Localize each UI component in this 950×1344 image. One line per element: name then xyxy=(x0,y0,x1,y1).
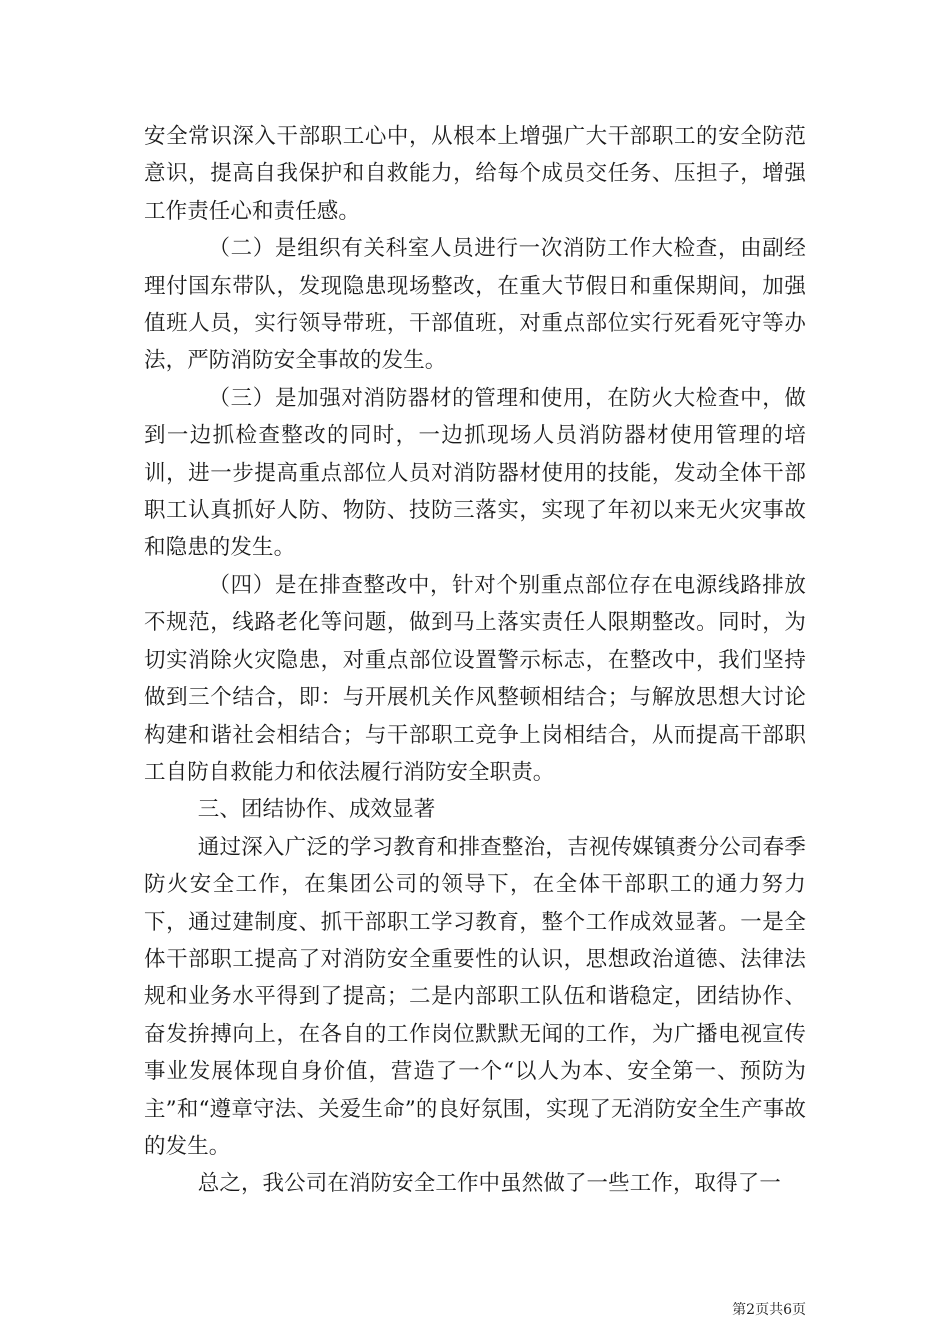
paragraph-item-3: （三）是加强对消防器材的管理和使用，在防火大检查中，做到一边抓检查整改的同时，一边抓现场人员消防器材使用管理的培训，进一步提高重点部位人员对消防器材使用的技能，发动全体干部职工认真抓好人防、物防、技防三落实，实现了年初以来无火灾事故和隐患的发生。 xyxy=(144,385,806,561)
paragraph-item-2: （二）是组织有关科室人员进行一次消防工作大检查，由副经理付国东带队，发现隐患现场整改，在重大节假日和重保期间，加强值班人员，实行领导带班，干部值班，对重点部位实行死看死守等办法，严防消防安全事故的发生。 xyxy=(144,236,806,374)
paragraph-results: 通过深入广泛的学习教育和排查整治，吉视传媒镇赉分公司春季防火安全工作，在集团公司的领导下，在全体干部职工的通力努力下，通过建制度、抓干部职工学习教育，整个工作成效显著。一是全体干部职工提高了对消防安全重要性的认识，思想政治道德、法律法规和业务水平得到了提高；二是内部职工队伍和谐稳定，团结协作、奋发拚搏向上，在各自的工作岗位默默无闻的工作，为广播电视宣传事业发展体现自身价值，营造了一个“以人为本、安全第一、预防为主”和“遵章守法、关爱生命”的良好氛围，实现了无消防安全生产事故的发生。 xyxy=(144,834,806,1159)
paragraph-item-4: （四）是在排查整改中，针对个别重点部位存在电源线路排放不规范，线路老化等问题，做到马上落实责任人限期整改。同时，为切实消除火灾隐患，对重点部位设置警示标志，在整改中，我们坚持做到三个结合，即：与开展机关作风整顿相结合；与解放思想大讨论构建和谐社会相结合；与干部职工竞争上岗相结合，从而提高干部职工自防自救能力和依法履行消防安全职责。 xyxy=(144,572,806,785)
document-body xyxy=(144,118,806,1203)
paragraph-continuation: 安全常识深入干部职工心中，从根本上增强广大干部职工的安全防范意识，提高自我保护和自救能力，给每个成员交任务、压担子，增强工作责任心和责任感。 xyxy=(144,124,806,224)
section-heading: 三、团结协作、成效显著 xyxy=(197,797,436,823)
paragraph-summary: 总之，我公司在消防安全工作中虽然做了一些工作，取得了一 xyxy=(197,1171,781,1197)
page-number-footer: 第2页共6页 xyxy=(732,1302,806,1318)
